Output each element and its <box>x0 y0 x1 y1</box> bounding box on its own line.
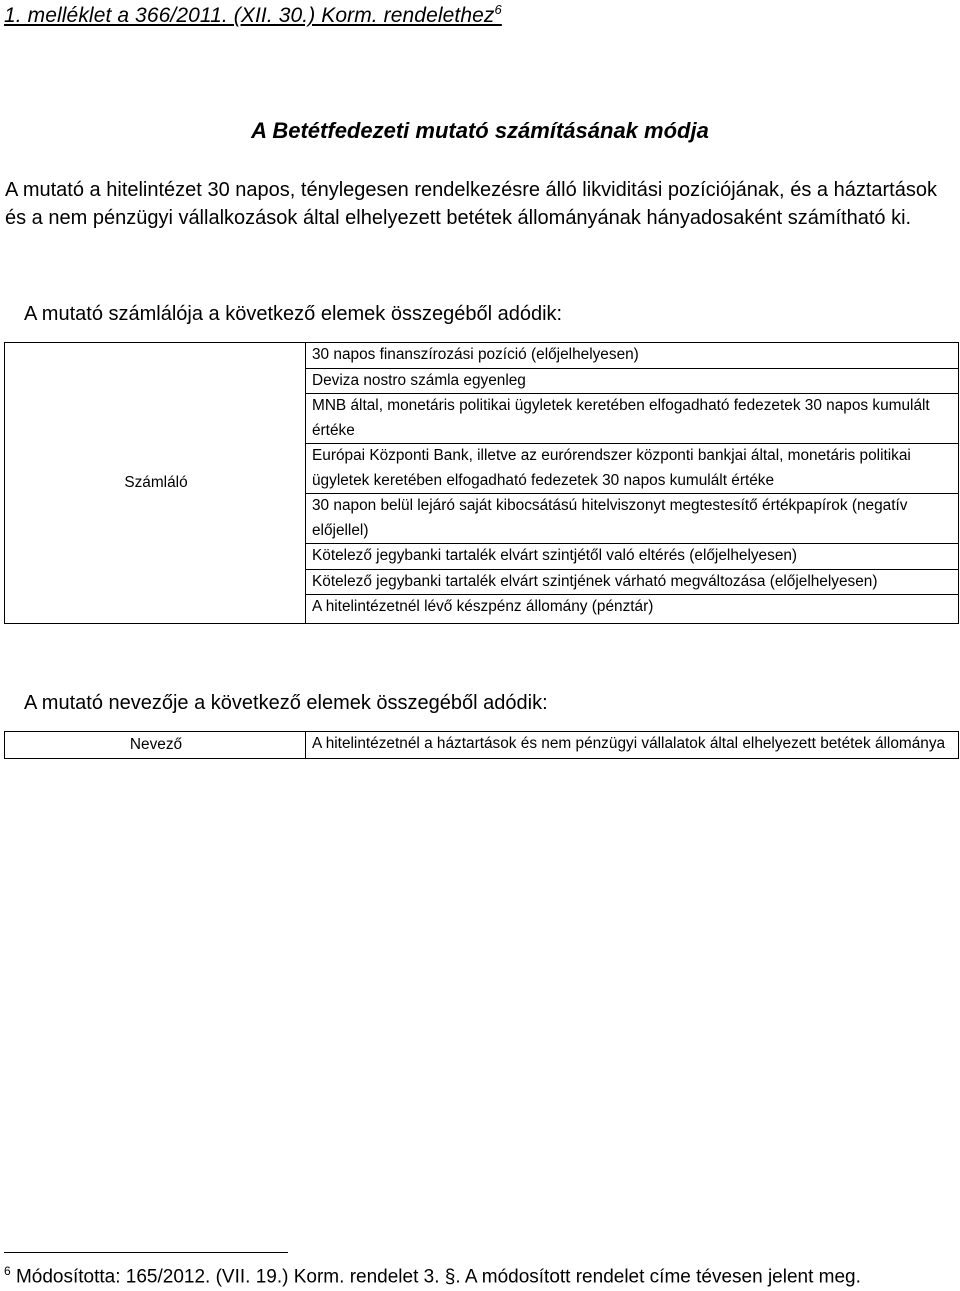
numerator-table <box>4 342 959 624</box>
numerator-item: 30 napos finanszírozási pozíció (előjelhelyesen) <box>306 343 959 369</box>
denominator-item: A hitelintézetnél a háztartások és nem pénzügyi vállalatok által elhelyezett betétek állománya <box>306 732 959 759</box>
footnote-reference: 6 <box>494 2 502 17</box>
annex-header <box>4 2 502 28</box>
intro-paragraph: A mutató a hitelintézet 30 napos, ténylegesen rendelkezésre álló likviditási pozíciójának, és a háztartások és a nem pénzügyi vállalkozások által elhelyezett betétek állományának hányadosaként számítható ki. <box>5 179 937 229</box>
footnote-divider <box>4 1252 288 1253</box>
numerator-item: Európai Központi Bank, illetve az eurórendszer központi bankjai által, monetáris politikai ügyletek keretében elfogadható fedezetek 30 napos kumulált értéke <box>306 444 959 494</box>
numerator-item: 30 napon belül lejáró saját kibocsátású hitelviszonyt megtestesítő értékpapírok (negatív előjellel) <box>306 494 959 544</box>
numerator-head-cell: Számláló <box>5 343 306 624</box>
denominator-section-label: A mutató nevezője a következő elemek összegéből adódik: <box>24 692 548 714</box>
annex-header-text: 1. melléklet a 366/2011. (XII. 30.) Korm. rendelethez <box>4 4 495 27</box>
footnote-text: Módosította: 165/2012. (VII. 19.) Korm. rendelet 3. §. A módosított rendelet címe tévesen jelent meg. <box>15 1266 861 1288</box>
table-row <box>5 343 959 369</box>
footnote <box>4 1264 861 1288</box>
numerator-item: Kötelező jegybanki tartalék elvárt szintjének várható megváltozása (előjelhelyesen) <box>306 569 959 595</box>
numerator-item: Kötelező jegybanki tartalék elvárt szintjétől való eltérés (előjelhelyesen) <box>306 544 959 570</box>
numerator-item: Deviza nostro számla egyenleg <box>306 368 959 394</box>
table-row <box>5 732 959 759</box>
footnote-mark: 6 <box>4 1264 11 1278</box>
numerator-item: A hitelintézetnél lévő készpénz állomány (pénztár) <box>306 595 959 624</box>
numerator-section-label: A mutató számlálója a következő elemek összegéből adódik: <box>24 303 563 325</box>
denominator-table <box>4 731 959 759</box>
denominator-head-cell: Nevező <box>5 732 306 759</box>
numerator-item: MNB által, monetáris politikai ügyletek keretében elfogadható fedezetek 30 napos kumulált értéke <box>306 394 959 444</box>
page-title: A Betétfedezeti mutató számításának módja <box>251 118 709 143</box>
